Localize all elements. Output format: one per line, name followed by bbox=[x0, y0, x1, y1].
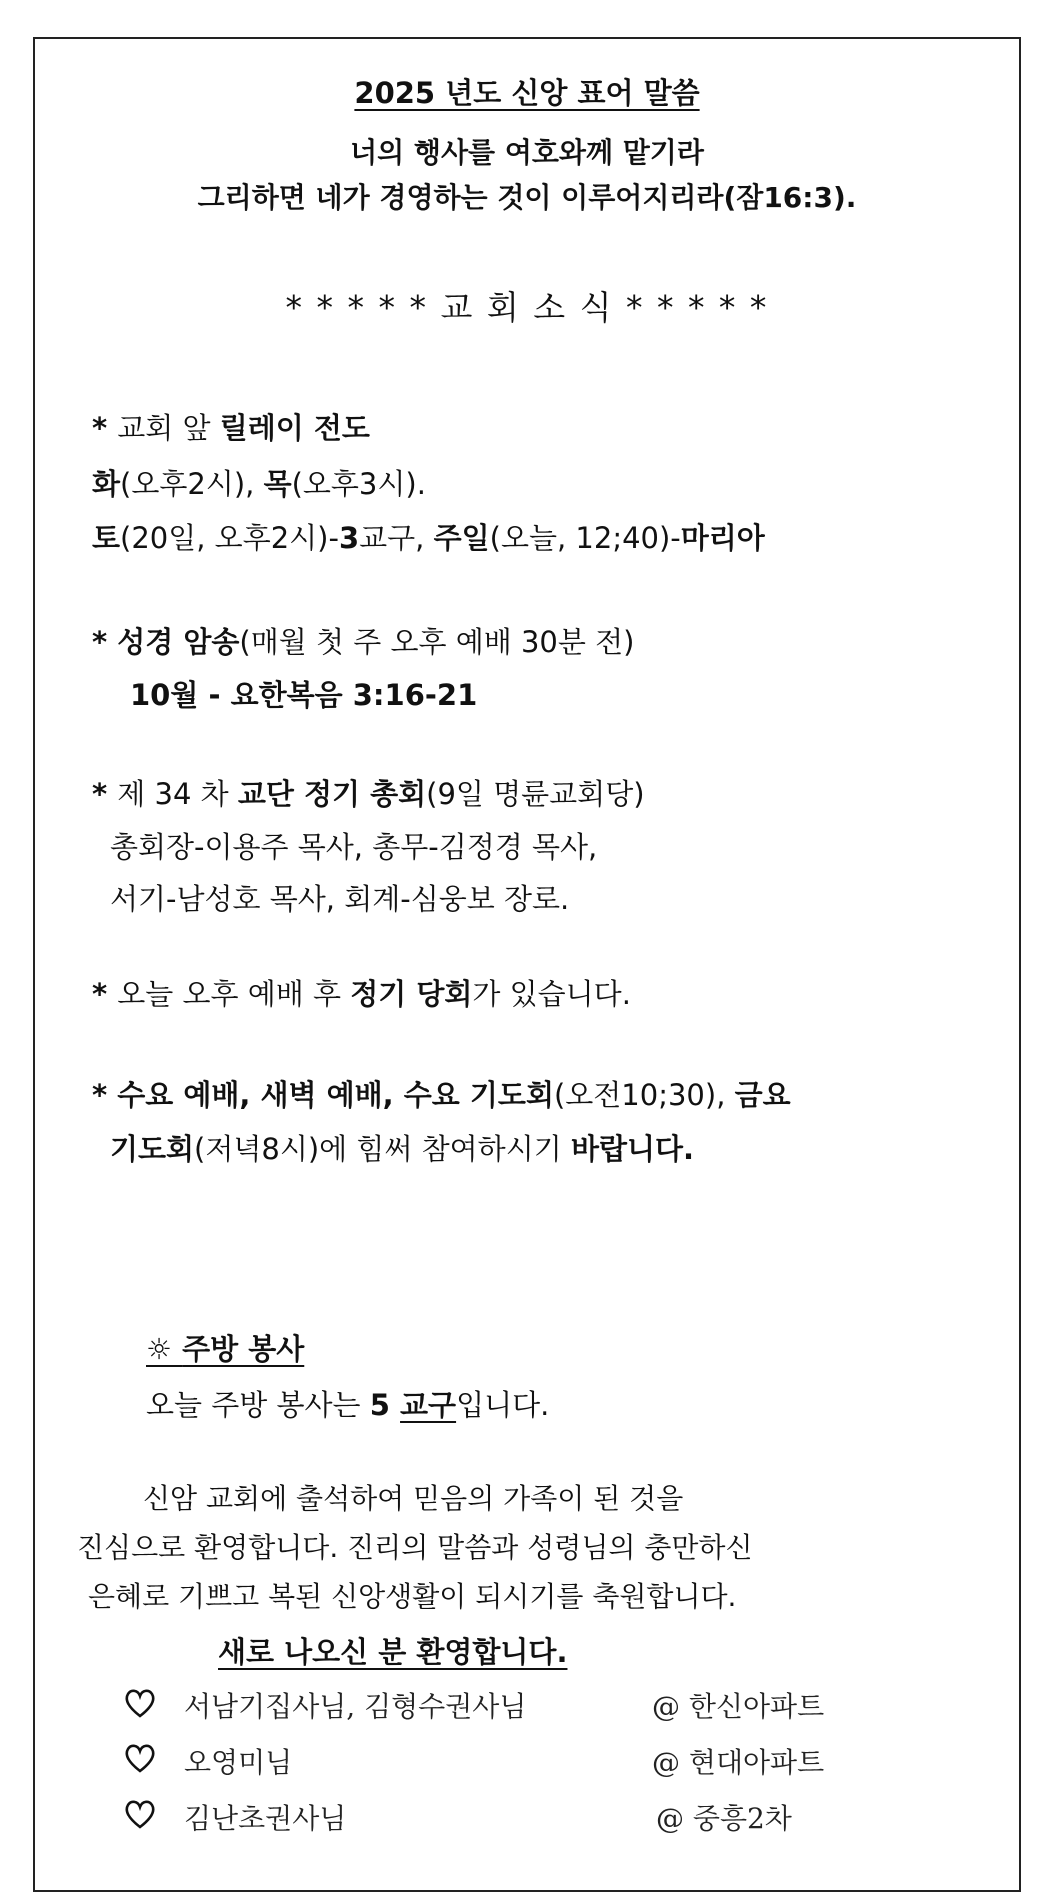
relay-item-line3 bbox=[92, 516, 765, 557]
assembly-title: 교단 정기 총회 bbox=[237, 777, 427, 811]
prayer-title2: 금요 bbox=[734, 1078, 791, 1112]
memorize-item-line1 bbox=[92, 620, 634, 661]
memorize-detail: (매월 첫 주 오후 예배 30분 전) bbox=[239, 625, 635, 659]
newcomer-place: @ 현대아파트 bbox=[652, 1746, 825, 1779]
kitchen-number: 5 bbox=[369, 1388, 401, 1422]
bullet: * bbox=[92, 625, 118, 659]
kitchen-title: 주방 봉사 bbox=[182, 1332, 305, 1366]
prayer-l2-end: 바랍니다. bbox=[570, 1132, 695, 1166]
relay-day-sun: 주일 bbox=[433, 521, 490, 555]
welcome-line1: 신암 교회에 출석하여 믿음의 가족이 된 것을 bbox=[143, 1482, 684, 1515]
assembly-item-line1 bbox=[92, 772, 645, 813]
bullet: * bbox=[92, 1078, 118, 1112]
relay-time-sun: (오늘, 12;40)- bbox=[489, 521, 681, 555]
kitchen-heading bbox=[146, 1327, 304, 1368]
kitchen-group: 교구 bbox=[400, 1388, 457, 1422]
kitchen-prefix: 오늘 주방 봉사는 bbox=[146, 1388, 370, 1422]
meeting-suffix: 가 있습니다. bbox=[472, 977, 631, 1011]
motto-title bbox=[0, 71, 1054, 112]
heart-icon bbox=[122, 1796, 158, 1832]
relay-time-tue: (오후2시), bbox=[120, 467, 264, 501]
heart-icon bbox=[122, 1740, 158, 1776]
church-news-heading: * * * * * 교 회 소 식 * * * * * bbox=[285, 288, 769, 327]
newcomer-place: @ 한신아파트 bbox=[652, 1690, 825, 1723]
welcome-line3: 은혜로 기쁘고 복된 신앙생활이 되시기를 축원합니다. bbox=[88, 1580, 737, 1613]
relay-day-tue: 화 bbox=[92, 467, 121, 501]
prayer-item-line2 bbox=[110, 1127, 694, 1168]
relay-item-line1 bbox=[92, 406, 370, 447]
heart-icon bbox=[122, 1685, 158, 1721]
welcome-line2: 진심으로 환영합니다. 진리의 말씀과 성령님의 충만하신 bbox=[77, 1531, 753, 1564]
newcomer-name: 서남기집사님, 김형수권사님 bbox=[184, 1690, 527, 1723]
prayer-l2-title: 기도회 bbox=[110, 1132, 195, 1166]
bullet: * bbox=[92, 977, 118, 1011]
relay-group-maria: 마리아 bbox=[680, 521, 765, 555]
kitchen-suffix: 입니다. bbox=[456, 1388, 550, 1422]
newcomer-place: @ 중흥2차 bbox=[656, 1802, 792, 1835]
sun-icon: ☼ bbox=[146, 1332, 172, 1366]
relay-title: 릴레이 전도 bbox=[219, 411, 370, 445]
assembly-item-line3: 서기-남성호 목사, 회계-심웅보 장로. bbox=[110, 882, 570, 916]
kitchen-detail bbox=[146, 1383, 549, 1424]
prayer-title: 수요 예배, 새벽 예배, 수요 기도회 bbox=[117, 1078, 554, 1112]
bullet: * bbox=[92, 411, 118, 445]
relay-group-suffix: 교구, bbox=[359, 521, 434, 555]
meeting-title: 정기 당회 bbox=[350, 977, 473, 1011]
prayer-item-line1 bbox=[92, 1073, 791, 1114]
relay-group-number: 3 bbox=[338, 521, 360, 555]
kitchen-heading-text bbox=[146, 1332, 304, 1366]
meeting-prefix: 오늘 오후 예배 후 bbox=[117, 977, 351, 1011]
newcomer-name: 김난초권사님 bbox=[184, 1802, 347, 1835]
newcomer-name: 오영미님 bbox=[184, 1746, 293, 1779]
assembly-item-line2: 총회장-이용주 목사, 총무-김정경 목사, bbox=[110, 830, 598, 864]
newcomer-heading-text: 새로 나오신 분 환영합니다. bbox=[218, 1635, 568, 1669]
newcomer-heading bbox=[218, 1630, 567, 1671]
prayer-l2-detail: (저녁8시)에 힘써 참여하시기 bbox=[194, 1132, 571, 1166]
motto-title-text: 2025 년도 신앙 표어 말씀 bbox=[354, 76, 700, 110]
bullet: * bbox=[92, 777, 118, 811]
relay-item-line2 bbox=[92, 462, 426, 503]
relay-time-thu: (오후3시). bbox=[291, 467, 426, 501]
meeting-item bbox=[92, 972, 631, 1013]
relay-day-thu: 목 bbox=[263, 467, 292, 501]
prayer-detail: (오전10;30), bbox=[553, 1078, 735, 1112]
relay-time-sat: (20일, 오후2시)- bbox=[120, 521, 339, 555]
relay-day-sat: 토 bbox=[92, 521, 121, 555]
memorize-item-line2: 10월 - 요한복음 3:16-21 bbox=[130, 678, 478, 712]
motto-verse-line1: 너의 행사를 여호와께 맡기라 bbox=[350, 136, 704, 169]
memorize-title: 성경 암송 bbox=[117, 625, 240, 659]
assembly-prefix: 제 34 차 bbox=[117, 777, 238, 811]
motto-verse-line2: 그리하면 네가 경영하는 것이 이루어지리라(잠16:3). bbox=[197, 181, 857, 214]
relay-prefix: 교회 앞 bbox=[117, 411, 220, 445]
assembly-detail: (9일 명륜교회당) bbox=[426, 777, 645, 811]
